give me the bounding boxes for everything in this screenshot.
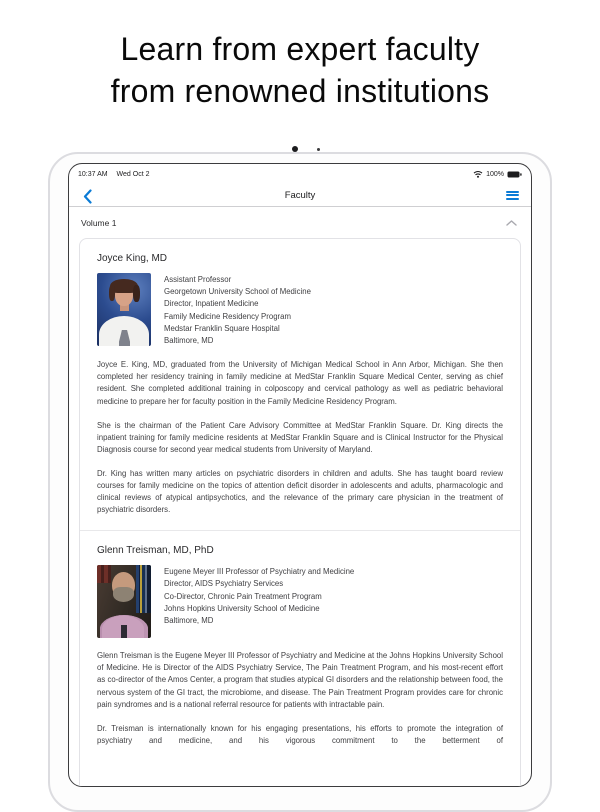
tablet-device-frame	[48, 152, 552, 812]
faculty-name: Glenn Treisman, MD, PhD	[97, 545, 214, 557]
title-line: Georgetown University School of Medicine	[164, 287, 311, 297]
faculty-profile	[97, 273, 503, 347]
faculty-bio-paragraph: Glenn Treisman is the Eugene Meyer III Professor of Psychiatry and Medicine at the Johns Hopkins University School of Medicine. He is Director of the AIDS Psychiatry Service, The Pain Treatment Program, and his most-recent effort as co-director of the Amos Center, a program that studies atypical GI disorders and the relationship between food, the nervous system of the GI tract, the microbiome, and disease. The Pain Treatment Program provides care for chronic pain syndromes and is a national referral resource for patients with intractable pain.	[97, 651, 503, 709]
faculty-bio-paragraph: She is the chairman of the Patient Care Advisory Committee at MedStar Franklin Square. Dr. King directs the inpatient training for family medicine residents at MedStar Franklin Square and is Clinical Instructor for the Physical Diagnosis course for second year medical students from University of Maryland.	[97, 420, 503, 454]
faculty-titles	[164, 273, 311, 347]
faculty-entry-joyce-king	[97, 253, 503, 516]
faculty-card	[79, 238, 521, 787]
title-line: Medstar Franklin Square Hospital	[164, 323, 280, 333]
title-line: Baltimore, MD	[164, 616, 214, 626]
page-title-line1: Learn from expert faculty	[120, 31, 480, 67]
title-line: Johns Hopkins University School of Medicine	[164, 603, 320, 613]
title-line: Director, Inpatient Medicine	[164, 299, 259, 309]
faculty-bio-paragraph-truncated: Dr. Treisman is internationally known for his engaging presentations, his efforts to promote the integration of psychiatry and medicine, and his vigorous commitment to the betterment of	[97, 723, 503, 745]
faculty-photo	[97, 565, 151, 638]
title-line: Eugene Meyer III Professor of Psychiatry and Medicine	[164, 567, 355, 577]
faculty-bio-paragraph: Dr. King has written many articles on psychiatric disorders in children and adults. She has taught board review courses for family medicine on the topics of attention deficit disorder in adolescents and adults, pharmacologic and clinical reviews of atypical antipsychotics, and the relevance of the primary care physician in the treatment of psychiatric disorders.	[97, 468, 503, 515]
battery-percent: 100%	[486, 170, 504, 178]
faculty-entry-glenn-treisman	[97, 545, 503, 747]
chevron-left-icon	[83, 189, 92, 204]
title-line: Baltimore, MD	[164, 336, 214, 346]
status-bar	[69, 164, 531, 184]
status-left	[78, 171, 156, 178]
faculty-titles	[164, 565, 354, 638]
status-right	[473, 170, 522, 178]
chevron-up-icon[interactable]	[506, 220, 517, 226]
faculty-bio-paragraph: Joyce E. King, MD, graduated from the University of Michigan Medical School in Ann Arbor, Michigan. She then completed her residency training in family medicine at MedStar Franklin Square Medical Center, serving as chief resident. She completed additional training in colposcopy and cervical pathology as well as pediatric behavioral medicine to prepare her for faculty position in the Family Medicine Residency Program.	[97, 360, 503, 406]
status-time: 10:37 AM	[78, 170, 108, 178]
hamburger-icon	[506, 191, 519, 193]
status-date: Wed Oct 2	[116, 170, 150, 178]
entry-divider	[80, 530, 520, 531]
title-line: Family Medicine Residency Program	[164, 311, 291, 321]
carousel-dot	[317, 148, 320, 151]
page-title	[0, 28, 600, 112]
battery-icon	[507, 171, 522, 178]
device-screen	[68, 163, 532, 787]
nav-title: Faculty	[284, 189, 316, 201]
title-line: Assistant Professor	[164, 275, 232, 284]
faculty-name: Joyce King, MD	[97, 253, 168, 264]
faculty-list[interactable]	[69, 238, 531, 786]
faculty-photo	[97, 273, 151, 346]
hamburger-menu-button[interactable]	[506, 191, 519, 201]
page-title-line2: from renowned institutions	[110, 73, 490, 109]
section-title: Volume 1	[81, 217, 117, 228]
faculty-profile	[97, 565, 503, 638]
section-header-volume-1[interactable]	[69, 207, 531, 238]
wifi-icon	[473, 170, 483, 178]
back-button[interactable]	[83, 188, 97, 204]
title-line: Director, AIDS Psychiatry Services	[164, 579, 284, 589]
title-line: Co-Director, Chronic Pain Treatment Program	[164, 591, 322, 601]
nav-bar	[69, 184, 531, 207]
